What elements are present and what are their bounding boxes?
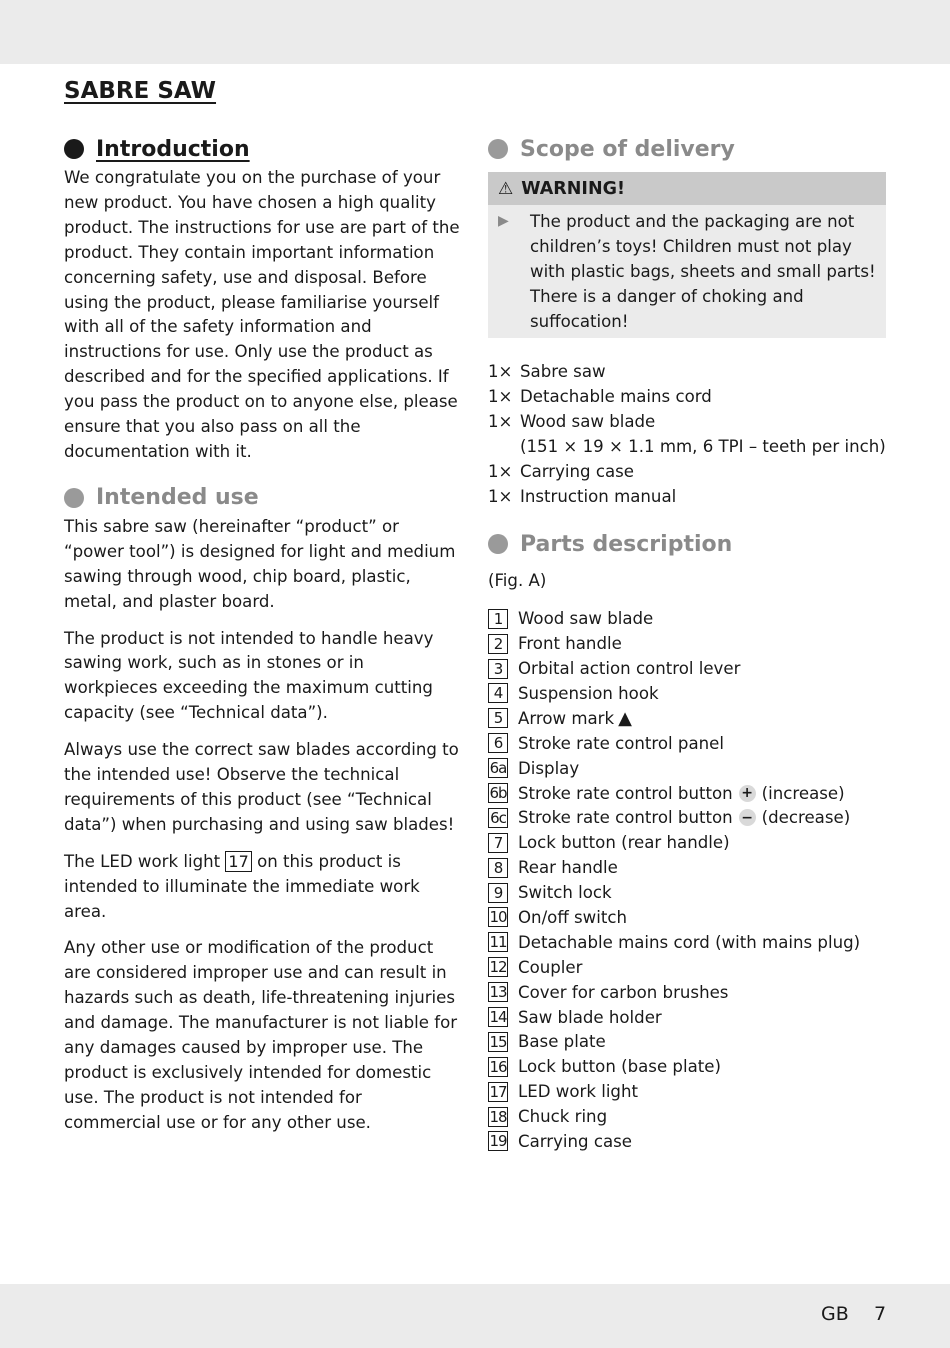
delivery-item xyxy=(488,410,888,435)
section-bullet-icon xyxy=(488,534,508,554)
delivery-qty: 1× xyxy=(488,486,513,506)
warning-triangle-icon: ⚠ xyxy=(498,178,514,199)
part-item xyxy=(488,631,888,656)
delivery-item xyxy=(488,360,888,385)
part-label-suffix: (increase) xyxy=(761,783,845,803)
right-column xyxy=(488,132,888,1154)
part-label: Display xyxy=(518,758,580,778)
led-text-after: on this product is intended to illuminate the immediate work area. xyxy=(64,851,420,921)
part-number: 6 xyxy=(488,733,508,753)
delivery-item xyxy=(488,435,888,460)
part-label: On/off switch xyxy=(518,907,628,927)
delivery-qty: 1× xyxy=(488,386,513,406)
delivery-qty: 1× xyxy=(488,362,513,381)
part-item xyxy=(488,681,888,706)
part-label: Stroke rate control button xyxy=(518,783,733,803)
part-label: LED work light xyxy=(518,1082,638,1102)
intended-use-paragraph-3: Always use the correct saw blades according to the intended use! Observe the technical requirements of this product (see “Technical data”) when purchasing and using saw blades! xyxy=(64,740,459,834)
delivery-list xyxy=(488,360,888,509)
part-label: Switch lock xyxy=(518,883,612,903)
part-item xyxy=(488,1079,888,1104)
intended-use-paragraph-5: Any other use or modification of the product are considered improper use and can result in hazards such as death, life-threatening injuries and damage. The manufacturer is not liable for any damages caused by improper use. The product is exclusively intended for domestic use. The product is not intended for commercial use or for any other use. xyxy=(64,938,458,1132)
part-reference-17: 17 xyxy=(225,851,251,872)
part-label: Chuck ring xyxy=(518,1107,608,1127)
part-label: Orbital action control lever xyxy=(518,659,741,679)
part-number: 17 xyxy=(489,1082,507,1101)
delivery-text: (151 × 19 × 1.1 mm, 6 TPI – teeth per inch) xyxy=(520,436,886,456)
part-label: Suspension hook xyxy=(518,683,659,703)
part-item xyxy=(488,1029,888,1054)
part-number: 15 xyxy=(489,1032,507,1051)
part-item xyxy=(488,781,888,806)
section-bullet-icon xyxy=(64,488,84,508)
warning-text: The product and the packaging are not children’s toys! Children must not play with plastic bags, sheets and small parts! There is a danger of choking and suffocation! xyxy=(530,212,876,331)
introduction-heading xyxy=(64,132,462,166)
footer-band xyxy=(0,1284,950,1348)
minus-icon: − xyxy=(739,809,756,826)
part-item xyxy=(488,1104,888,1129)
intended-use-paragraph-4 xyxy=(64,850,462,925)
intended-use-heading xyxy=(64,481,462,515)
part-label: Cover for carbon brushes xyxy=(518,982,729,1002)
part-label: Rear handle xyxy=(518,858,618,878)
part-item xyxy=(488,955,888,980)
part-label: Wood saw blade xyxy=(518,609,654,629)
part-item xyxy=(488,980,888,1005)
delivery-item xyxy=(488,385,888,410)
part-item xyxy=(488,880,888,905)
delivery-qty: 1× xyxy=(488,461,513,481)
part-item xyxy=(488,1129,888,1154)
left-column xyxy=(64,132,462,1136)
part-number: 14 xyxy=(489,1008,507,1027)
part-label-suffix: (decrease) xyxy=(761,808,851,828)
parts-description-heading xyxy=(488,527,888,561)
part-number: 7 xyxy=(488,833,508,853)
introduction-heading-text: Introduction xyxy=(96,136,250,162)
part-item xyxy=(488,930,888,955)
led-text-before: The LED work light xyxy=(64,851,221,871)
part-item xyxy=(488,805,888,830)
parts-list xyxy=(488,606,888,1154)
part-label: Detachable mains cord (with mains plug) xyxy=(518,932,861,952)
part-item xyxy=(488,656,888,681)
delivery-text: Carrying case xyxy=(520,461,635,481)
header-band xyxy=(0,0,950,64)
part-number: 19 xyxy=(489,1132,507,1151)
part-item xyxy=(488,855,888,880)
part-number: 10 xyxy=(489,908,507,927)
warning-box xyxy=(488,172,886,338)
part-number: 3 xyxy=(488,659,508,679)
section-bullet-icon xyxy=(64,139,84,159)
part-number: 2 xyxy=(488,634,508,654)
part-label: Stroke rate control button xyxy=(518,808,733,828)
part-item xyxy=(488,756,888,781)
part-number: 18 xyxy=(489,1107,507,1126)
part-item xyxy=(488,830,888,855)
part-number: 6c xyxy=(488,808,508,828)
intended-use-paragraph-1: This sabre saw (hereinafter “product” or “power tool”) is designed for light and medium sawing through wood, chip board, plastic, metal, and plaster board. xyxy=(64,516,456,611)
part-number: 1 xyxy=(488,609,508,629)
page-title: SABRE SAW xyxy=(64,78,217,104)
part-label: Coupler xyxy=(518,957,583,977)
intended-use-paragraph-2: The product is not intended to handle heavy sawing work, such as in stones or in workpieces exceeding the maximum cutting capacity (see “Technical data”). xyxy=(64,628,434,723)
part-number: 4 xyxy=(488,683,508,703)
part-item xyxy=(488,706,888,731)
delivery-qty xyxy=(488,435,520,460)
footer-page-number: 7 xyxy=(874,1303,887,1325)
arrow-right-icon: ▶ xyxy=(498,213,509,229)
warning-item xyxy=(488,205,886,334)
parts-description-heading-text: Parts description xyxy=(520,531,733,557)
figure-reference: (Fig. A) xyxy=(488,571,547,591)
part-number: 6b xyxy=(489,784,507,803)
part-item xyxy=(488,606,888,631)
arrow-mark-icon: ▲ xyxy=(618,707,632,729)
part-item xyxy=(488,1005,888,1030)
part-item xyxy=(488,1054,888,1079)
part-label: Lock button (base plate) xyxy=(518,1057,721,1077)
part-label: Base plate xyxy=(518,1032,606,1052)
part-label: Lock button (rear handle) xyxy=(518,833,730,853)
delivery-text: Wood saw blade xyxy=(520,411,656,431)
plus-icon: + xyxy=(739,785,756,802)
part-number: 6a xyxy=(489,759,507,778)
footer-language: GB xyxy=(821,1303,849,1325)
intended-use-heading-text: Intended use xyxy=(96,485,259,511)
part-label: Carrying case xyxy=(518,1131,633,1151)
part-number: 5 xyxy=(488,708,508,728)
delivery-item xyxy=(488,485,888,510)
part-number: 11 xyxy=(489,933,507,952)
delivery-text: Sabre saw xyxy=(520,362,606,381)
delivery-text: Instruction manual xyxy=(520,486,677,506)
part-label: Front handle xyxy=(518,634,622,654)
section-bullet-icon xyxy=(488,139,508,159)
scope-of-delivery-heading-text: Scope of delivery xyxy=(520,136,735,162)
scope-of-delivery-heading xyxy=(488,132,888,166)
part-item xyxy=(488,731,888,756)
part-number: 13 xyxy=(489,983,507,1002)
delivery-text: Detachable mains cord xyxy=(520,386,712,406)
part-item xyxy=(488,905,888,930)
part-number: 8 xyxy=(488,858,508,878)
delivery-qty: 1× xyxy=(488,411,513,431)
introduction-text: We congratulate you on the purchase of your new product. You have chosen a high quality product. The instructions for use are part of the product. They contain important information concerning safety, use and disposal. Before using the product, please familiarise yourself with all of the safety information and instructions for use. Only use the product as described and for the specified applications. If you pass the product on to anyone else, please ensure that you also pass on all the documentation with it. xyxy=(64,168,460,461)
delivery-item xyxy=(488,460,888,485)
part-label: Stroke rate control panel xyxy=(518,733,724,753)
part-number: 9 xyxy=(488,883,508,903)
part-number: 12 xyxy=(489,958,507,977)
part-number: 16 xyxy=(489,1057,507,1076)
part-label: Arrow mark xyxy=(518,708,615,728)
part-label: Saw blade holder xyxy=(518,1007,662,1027)
warning-header xyxy=(488,172,886,205)
warning-title: WARNING! xyxy=(521,178,625,199)
